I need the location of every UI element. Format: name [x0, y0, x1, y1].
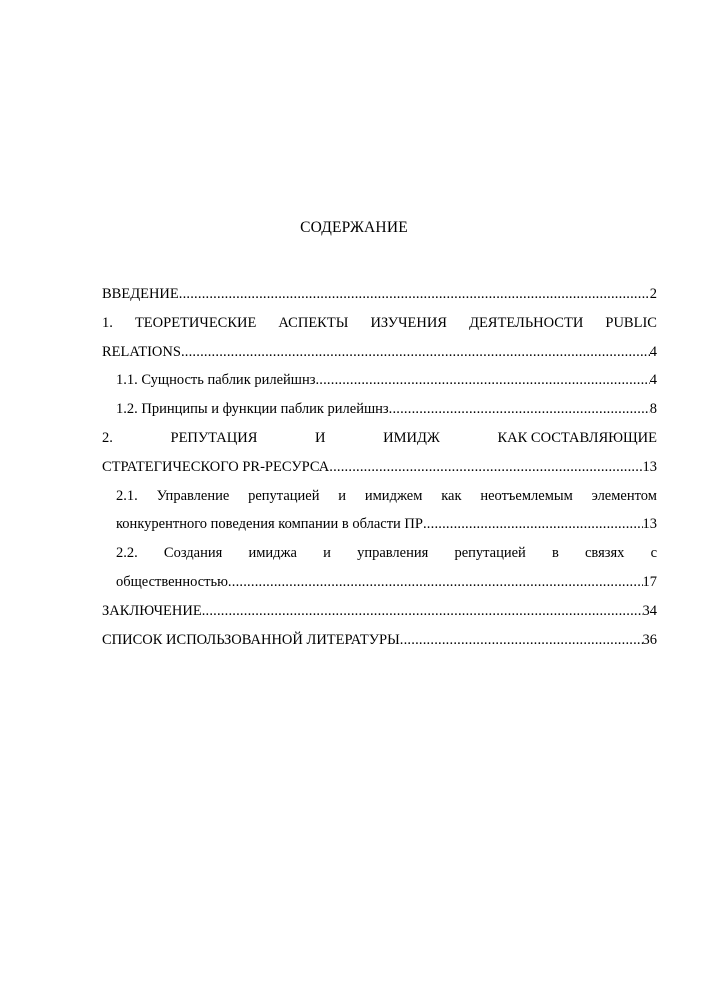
toc-word: связях — [584, 545, 625, 562]
toc-entry-text: СПИСОК ИСПОЛЬЗОВАННОЙ ЛИТЕРАТУРЫ — [102, 631, 400, 648]
toc-entry-introduction[interactable] — [102, 280, 657, 309]
dot-leader — [315, 366, 649, 395]
toc-entry-text: СТРАТЕГИЧЕСКОГО PR-РЕСУРСА — [102, 458, 330, 475]
toc-word: КАК СОСТАВЛЯЮЩИЕ — [497, 429, 657, 446]
toc-word: неотъемлемым — [480, 487, 573, 504]
toc-word: ДЕЯТЕЛЬНОСТИ — [469, 314, 584, 331]
toc-word: элементом — [591, 487, 657, 504]
toc-word: 2.1. — [116, 487, 138, 504]
toc-entry-chapter-2[interactable] — [102, 424, 657, 482]
toc-entry-chapter-1[interactable] — [102, 309, 657, 367]
table-of-contents — [102, 280, 657, 654]
toc-word: репутацией — [248, 487, 320, 504]
toc-page-number: 4 — [649, 343, 657, 360]
toc-entry-section-2-1[interactable] — [102, 482, 657, 540]
dot-leader — [400, 626, 643, 655]
toc-entry-text: ВВЕДЕНИЕ — [102, 286, 179, 302]
toc-entry-text: RELATIONS — [102, 343, 181, 360]
toc-word: Управление — [156, 487, 230, 504]
toc-entry-line-justified — [102, 539, 657, 568]
dot-leader — [423, 510, 643, 539]
dot-leader — [181, 338, 650, 367]
dot-leader — [179, 280, 650, 309]
toc-word: И — [315, 429, 326, 446]
toc-word: PUBLIC — [605, 314, 657, 331]
toc-word: Создания — [163, 545, 223, 562]
toc-page-number: 36 — [642, 631, 657, 648]
dot-leader — [202, 597, 643, 626]
toc-page-number: 2 — [649, 286, 657, 302]
toc-entry-text: 1.2. Принципы и функции паблик рилейшнз — [116, 401, 389, 418]
toc-page-number: 8 — [649, 401, 657, 418]
dot-leader — [228, 568, 643, 597]
toc-entry-section-2-2[interactable] — [102, 539, 657, 597]
toc-page-number: 4 — [649, 372, 657, 389]
toc-entry-text: общественностью — [116, 573, 228, 590]
toc-word: и — [338, 487, 347, 504]
page-title: СОДЕРЖАНИЕ — [300, 219, 408, 236]
toc-entry-conclusion[interactable] — [102, 597, 657, 626]
toc-word: с — [650, 545, 657, 562]
toc-entry-line-leader — [102, 453, 657, 482]
toc-entry-text: конкурентного поведения компании в области ПР — [116, 516, 423, 533]
dot-leader — [389, 395, 650, 424]
toc-entry-references[interactable] — [102, 626, 657, 655]
toc-word: 1. — [102, 314, 113, 331]
toc-word: имиджем — [364, 487, 423, 504]
dot-leader — [329, 453, 642, 482]
toc-word: имиджа — [248, 545, 297, 562]
toc-word: и — [323, 545, 331, 562]
toc-page-number: 34 — [642, 602, 657, 619]
toc-word: 2. — [102, 429, 113, 446]
toc-word: управления — [357, 545, 429, 562]
toc-entry-text: ЗАКЛЮЧЕНИЕ — [102, 602, 202, 619]
toc-word: РЕПУТАЦИЯ — [170, 429, 258, 446]
toc-entry-line-leader — [102, 568, 657, 597]
toc-word: ИЗУЧЕНИЯ — [370, 314, 447, 331]
toc-word: в — [551, 545, 559, 562]
toc-entry-line-justified — [102, 309, 657, 338]
toc-word: ТЕОРЕТИЧЕСКИЕ — [134, 314, 257, 331]
toc-entry-line-justified — [102, 424, 657, 453]
toc-word: ИМИДЖ — [383, 429, 440, 446]
toc-entry-section-1-2[interactable] — [102, 395, 657, 424]
toc-word: 2.2. — [116, 545, 138, 562]
toc-page-number: 13 — [642, 516, 657, 533]
toc-entry-text: 1.1. Сущность паблик рилейшнз — [116, 372, 316, 389]
toc-word: репутацией — [454, 545, 526, 562]
toc-entry-line-leader — [102, 510, 657, 539]
toc-entry-line-justified — [102, 482, 657, 511]
toc-entry-section-1-1[interactable] — [102, 366, 657, 395]
toc-word: как — [441, 487, 462, 504]
toc-page-number: 17 — [642, 573, 657, 590]
toc-entry-line-leader — [102, 338, 657, 367]
toc-page-number: 13 — [642, 458, 657, 475]
toc-word: АСПЕКТЫ — [278, 314, 349, 331]
